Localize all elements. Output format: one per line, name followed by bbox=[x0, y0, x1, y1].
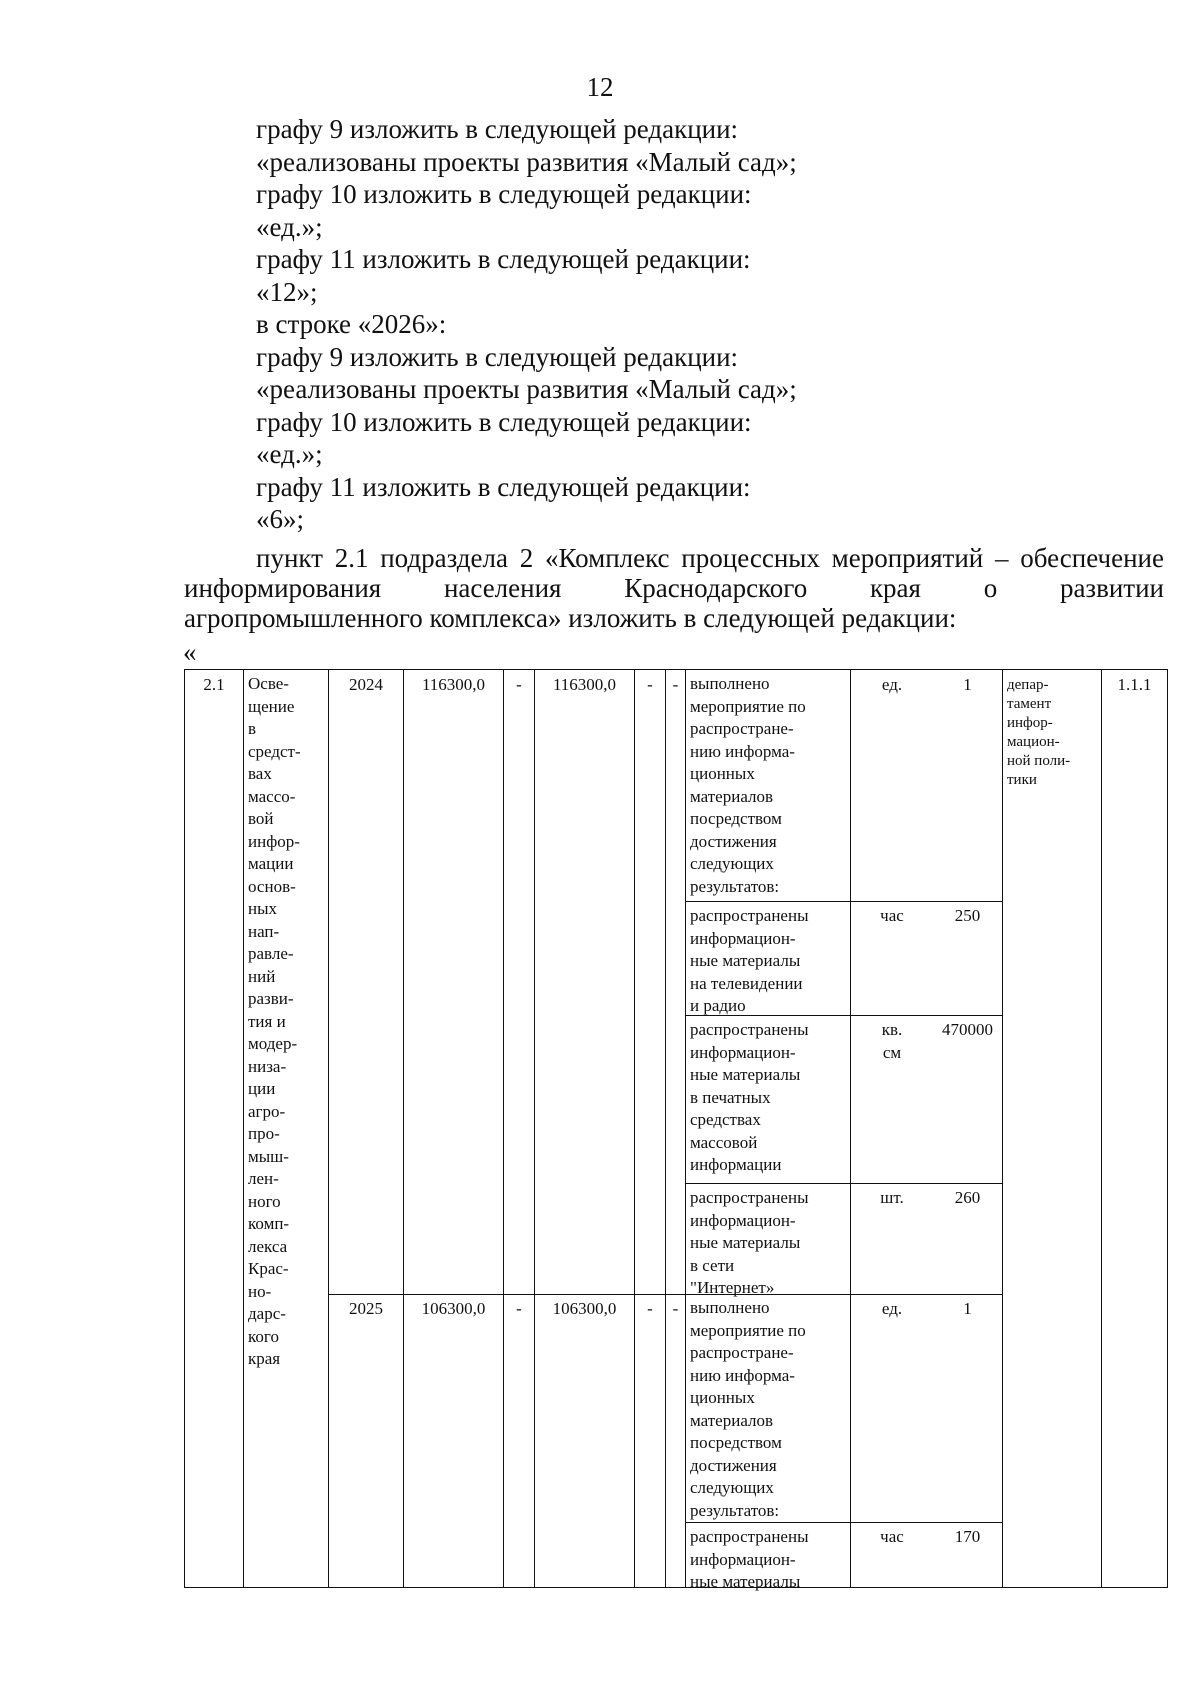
table-border bbox=[184, 669, 1168, 670]
row-line bbox=[685, 1183, 1002, 1184]
column-line bbox=[328, 669, 329, 1588]
value-cell: 170 bbox=[954, 1527, 981, 1546]
code-cell: 1.1.1 bbox=[1117, 675, 1152, 694]
column-line bbox=[243, 669, 244, 1588]
year-cell: 2025 bbox=[349, 1299, 383, 1318]
column-line bbox=[685, 669, 686, 1588]
instruction-line: «реализованы проекты развития «Малый сад»; bbox=[256, 374, 797, 404]
column-line bbox=[1167, 669, 1168, 1588]
column-line bbox=[1002, 669, 1003, 1588]
amount-cell: - bbox=[647, 1299, 653, 1318]
result-text: выполнено мероприятие по распростране- нию информа- ционных материалов посредством достижения следующих результатов: bbox=[690, 1298, 806, 1520]
table-border bbox=[184, 1587, 1168, 1588]
paragraph-line: агропромышленного комплекса» изложить в следующей редакции: bbox=[184, 603, 957, 633]
unit-cell: час bbox=[880, 1527, 904, 1546]
instruction-line: «реализованы проекты развития «Малый сад»; bbox=[256, 146, 797, 177]
amount-cell: - bbox=[672, 1299, 679, 1318]
result-text: распространены информацион- ные материалы в печатных средствах массовой информации bbox=[690, 1020, 809, 1174]
paragraph-line: пункт 2.1 подраздела 2 «Комплекс процессных мероприятий – обеспечение bbox=[256, 543, 1164, 573]
row-line bbox=[328, 1294, 1002, 1295]
result-text: выполнено мероприятие по распростране- нию информа- ционных материалов посредством достижения следующих результатов: bbox=[690, 674, 806, 896]
result-text: распространены информацион- ные материалы на телевидении и радио bbox=[690, 906, 809, 1015]
column-line bbox=[403, 669, 404, 1588]
amount-cell: - bbox=[647, 675, 653, 694]
column-line bbox=[1101, 669, 1102, 1588]
program-table bbox=[184, 669, 1168, 1591]
value-cell: 260 bbox=[954, 1188, 981, 1207]
instruction-line: «ед.»; bbox=[256, 211, 323, 242]
amount-cell: - bbox=[672, 675, 679, 694]
column-line bbox=[850, 669, 851, 1588]
column-line bbox=[184, 669, 185, 1588]
instruction-line: в строке «2026»: bbox=[256, 309, 447, 339]
result-text: распространены информацион- ные материалы bbox=[690, 1527, 809, 1591]
instruction-line: графу 10 изложить в следующей редакции: bbox=[256, 179, 752, 209]
value-cell: 470000 bbox=[942, 1020, 993, 1039]
row-line bbox=[685, 1522, 1002, 1523]
value-cell: 250 bbox=[954, 906, 981, 925]
event-name: Осве- щение в средст- вах массо- вой инфор- мации основ- ных нап- равле- ний разви- тия и модер- низа- ции агро- про- мыш- лен- ного комп- лекса Крас- но- дарс- кого края bbox=[248, 674, 301, 1368]
unit-cell: час bbox=[880, 906, 904, 925]
instruction-line: «12»; bbox=[256, 276, 318, 307]
column-line bbox=[503, 669, 504, 1588]
page-number: 12 bbox=[586, 72, 614, 102]
unit-cell: шт. bbox=[880, 1188, 904, 1207]
item-number: 2.1 bbox=[203, 675, 225, 694]
instruction-line: «ед.»; bbox=[256, 439, 323, 469]
column-line bbox=[534, 669, 535, 1588]
amount-cell: 116300,0 bbox=[421, 675, 486, 694]
value-cell: 1 bbox=[963, 675, 972, 694]
instruction-line: графу 11 изложить в следующей редакции: bbox=[256, 244, 751, 274]
paragraph-line: информирования населения Краснодарского края о развитии bbox=[184, 573, 1164, 603]
instruction-line: «6»; bbox=[256, 504, 305, 534]
instruction-line: графу 9 изложить в следующей редакции: bbox=[256, 114, 739, 144]
result-text: распространены информацион- ные материалы в сети "Интернет» bbox=[690, 1188, 809, 1297]
instruction-list bbox=[256, 113, 1156, 536]
responsible-party: депар- тамент инфор- мацион- ной поли- тики bbox=[1007, 677, 1071, 788]
unit-cell: ед. bbox=[881, 1299, 903, 1318]
unit-cell: кв. см bbox=[881, 1020, 903, 1062]
instruction-line: графу 9 изложить в следующей редакции: bbox=[256, 341, 739, 372]
amount-cell: - bbox=[516, 1299, 522, 1318]
column-line bbox=[665, 669, 666, 1588]
amount-cell: 106300,0 bbox=[552, 1299, 617, 1318]
amendment-paragraph bbox=[184, 543, 1164, 633]
year-cell: 2024 bbox=[349, 675, 383, 694]
amount-cell: - bbox=[516, 675, 522, 694]
value-cell: 1 bbox=[963, 1299, 972, 1318]
unit-cell: ед. bbox=[881, 675, 903, 694]
column-line bbox=[634, 669, 635, 1588]
instruction-line: графу 11 изложить в следующей редакции: bbox=[256, 471, 751, 502]
row-line bbox=[685, 901, 1002, 902]
opening-quote: « bbox=[183, 637, 197, 667]
amount-cell: 116300,0 bbox=[552, 675, 617, 694]
amount-cell: 106300,0 bbox=[421, 1299, 486, 1318]
instruction-line: графу 10 изложить в следующей редакции: bbox=[256, 406, 752, 437]
